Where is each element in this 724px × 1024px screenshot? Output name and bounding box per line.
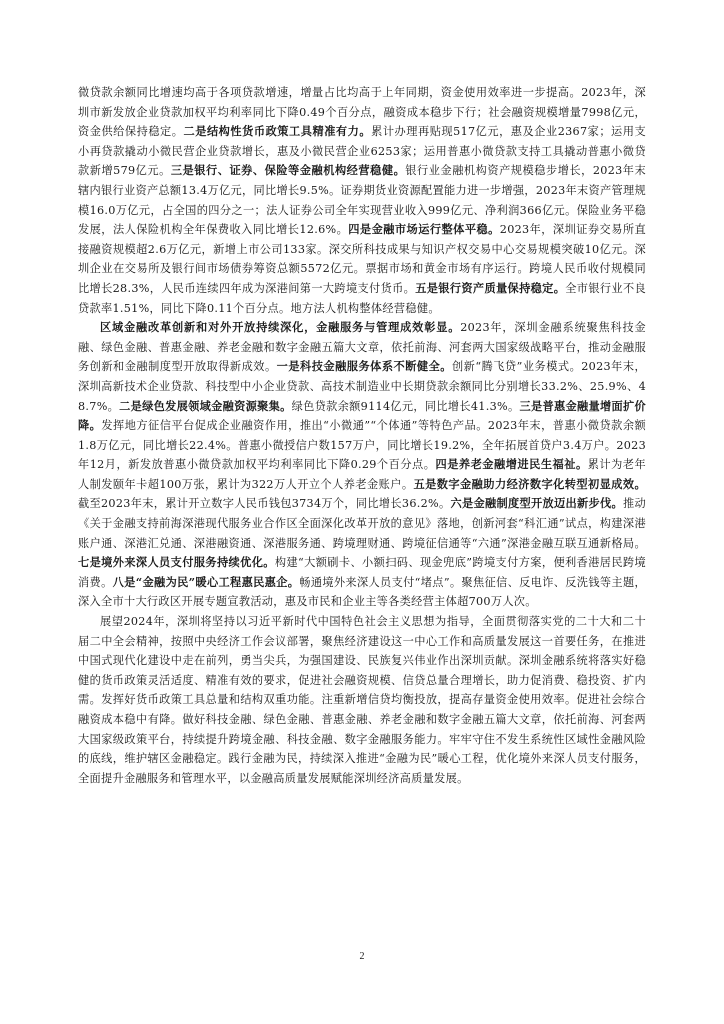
paragraph-3 (78, 612, 646, 788)
text-segment: 2023年，深圳金融系统聚焦科技金融、绿色金融、普惠金融、养老金融和数字金融五篇大文章，依托前海、河套两大国家级战略平台，推动金融服务创新和金融制度型开放取得新成效。 (78, 321, 646, 374)
text-segment: 累计办理再贴现517亿元，惠及企业2367家；运用支小再贷款撬动小微民营企业贷款增长，惠及小微民营企业6253家；运用普惠小微贷款支持工具撬动普惠小微贷款新增579亿元。 (78, 125, 646, 178)
text-segment: 银行业金融机构资产规模稳步增长，2023年末辖内银行业资产总额13.4万亿元，同比增长9.5%。证券期货业资源配置能力进一步增强，2023年末资产管理规模16.0万亿元，占全国的四分之一；法人证券公司全年实现营业收入999亿元、净利润366亿元。保险业务平稳发展，法人保险机构全年保费收入同比增长12.6%。 (78, 164, 646, 237)
bold-heading: 五是数字金融助力经济数字化转型初显成效。 (413, 476, 646, 491)
text-segment: 构建“大额刷卡、小额扫码、现金兜底”跨境支付方案，便利香港居民跨境消费。 (78, 556, 646, 589)
text-segment: 创新“腾飞贷”业务模式。2023年末，深圳高新技术企业贷款、科技型中小企业贷款、高技术制造业中长期贷款余额同比分别增长33.2%、25.9%、48.7%。 (78, 360, 646, 413)
bold-heading: 区域金融改革创新和对外开放持续深化，金融服务与管理成效彰显。 (100, 320, 461, 335)
bold-heading: 三是银行、证券、保险等金融机构经营稳健。 (170, 163, 406, 178)
bold-heading: 六是金融制度型开放迈出新步伐。 (450, 496, 623, 511)
text-segment: 截至2023年末，累计开立数字人民币钱包3734万个，同比增长36.2%。 (78, 497, 451, 511)
bold-heading: 五是银行资产质量保持稳定。 (415, 280, 566, 295)
text-segment: 2023年，深圳证券交易所直接融资规模超2.6万亿元，新增上市公司133家。深交所科技成果与知识产权交易中心交易规模突破10亿元。深圳企业在交易所及银行间市场债券筹资总额5572亿元。票据市场和黄金市场有序运行。跨境人民币收付规模同比增长28.3%，人民币连续四年成为深港间第一大跨境支付货币。 (78, 223, 646, 295)
bold-heading: 八是“金融为民”暖心工程惠民惠企。 (112, 574, 300, 589)
text-segment: 发挥地方征信平台促成企业融资作用，推出“小微通”“个体通”等特色产品。2023年末，普惠小微贷款余额1.8万亿元，同比增长22.4%。普惠小微授信户数157万户，同比增长19.2%，全年拓展首贷户3.4万户。2023年12月，新发放普惠小微贷款加权平均利率同比下降0.29个百分点。 (78, 419, 646, 472)
text-segment: 微贷款余额同比增速均高于各项贷款增速，增量占比均高于上年同期，资金使用效率进一步提高。2023年，深圳市新发放企业贷款加权平均利率同比下降0.49个百分点，融资成本稳步下行；社会融资规模增量7998亿元，资金供给保持稳定。 (78, 86, 646, 139)
paragraph-2 (78, 318, 646, 612)
text-segment: 畅通境外来深人员支付“堵点”。聚焦征信、反电诈、反洗钱等主题，深入全市十大行政区开展专题宣教活动，惠及市民和企业主等各类经营主体超700万人次。 (78, 575, 646, 609)
bold-heading: 二是结构性货币政策工具精准有力。 (183, 124, 372, 139)
paragraph-1 (78, 83, 646, 318)
bold-heading: 二是绿色发展领域金融资源聚集。 (119, 398, 292, 413)
text-segment: 推动《关于金融支持前海深港现代服务业合作区全面深化改革开放的意见》落地，创新河套“科汇通”试点，构建深港账户通、深港汇兑通、深港融资通、深港服务通、跨境理财通、跨境征信通等“六通”深港金融互联互通新格局。 (78, 497, 646, 550)
document-body (78, 83, 646, 788)
bold-heading: 四是养老金融增进民生福祉。 (435, 457, 588, 472)
page-number: 2 (359, 951, 365, 962)
text-segment: 累计为老年人制发颐年卡超100万张，累计为322万人开立个人养老金账户。 (78, 458, 647, 491)
text-segment: 绿色贷款余额9114亿元，同比增长41.3%。 (291, 399, 520, 413)
text-segment: 展望2024年，深圳将坚持以习近平新时代中国特色社会主义思想为指导，全面贯彻落实党的二十大和二十届二中全会精神，按照中央经济工作会议部署，聚焦经济建设这一中心工作和高质量发展这一首要任务，在推进中国式现代化建设中走在前列，勇当尖兵，为强国建设、民族复兴伟业作出深圳贡献。深圳金融系统将落实好稳健的货币政策灵活适度、精准有效的要求，促进社会融资规模、信贷总量合理增长，助力促消费、稳投资、扩内需。发挥好货币政策工具总量和结构双重功能。注重新增信贷均衡投放，提高存量资金使用效率。促进社会综合融资成本稳中有降。做好科技金融、绿色金融、普惠金融、养老金融和数字金融五篇大文章，依托前海、河套两大国家级政策平台，持续提升跨境金融、科技金融、数字金融服务能力。牢牢守住不发生系统性区域性金融风险的底线，维护辖区金融稳定。践行金融为民，持续深入推进“金融为民”暖心工程，优化境外来深人员支付服务，全面提升金融服务和管理水平，以金融高质量发展赋能深圳经济高质量发展。 (78, 615, 646, 785)
bold-heading: 一是科技金融服务体系不断健全。 (276, 359, 452, 374)
bold-heading: 七是境外来深人员支付服务持续优化。 (78, 555, 275, 570)
bold-heading: 四是金融市场运行整体平稳。 (348, 222, 500, 237)
bold-heading: 三是普惠金融量增面扩价降。 (78, 398, 646, 433)
text-segment: 全市银行业不良贷款率1.51%，同比下降0.11个百分点。地方法人机构整体经营稳健。 (78, 281, 647, 315)
